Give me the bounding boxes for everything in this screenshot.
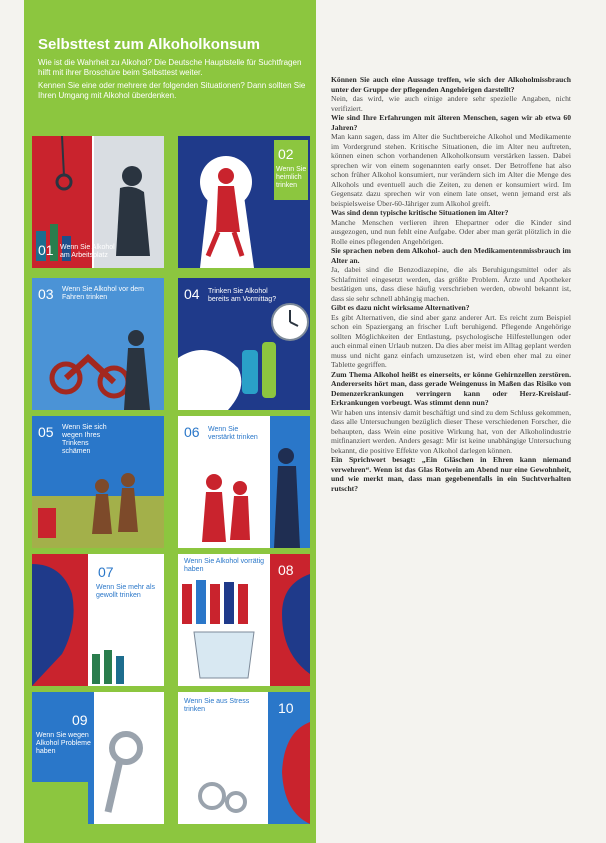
situation-tile: [32, 554, 164, 686]
situation-tile: [32, 136, 164, 268]
situation-tile: [178, 692, 310, 824]
tile-number: 07: [98, 564, 114, 580]
intro-paragraph: Kennen Sie eine oder mehrere der folgenden Situationen? Dann sollten Sie Ihren Umgang mit Alkohol überdenken.: [38, 81, 306, 100]
tile-label: Wenn Sie aus Stress trinken: [184, 698, 250, 713]
situation-tile: [32, 278, 164, 410]
question: Gibt es dazu nicht wirksame Alternativen?: [331, 303, 470, 312]
situation-tile: [178, 278, 310, 410]
answer: Man kann sagen, dass im Alter die Suchtbereiche Alkohol und Medikamente im Vordergrund stehen. Kritische Situationen, die im Alter neu auftreten, können einen schon vorhandenen Alkoholkonsum verstärken lassen. Dabei sprechen wir von einem sogenannten early onset. Der Betroffene hat also schon früher Alkohol konsumiert, nur verändern sich im Alter die Menge des Alkohols und eventuell auch die Zeiten, zu denen er konsumiert wird. Im Gegensatz dazu sprechen wir von einem late onset, wenn jemand erst als beispielsweise Über-60-Jähriger zum Alkohol greift.: [331, 132, 571, 208]
tile-number: 06: [184, 424, 200, 440]
tile-number: 09: [72, 712, 88, 728]
answer: Manche Menschen verlieren ihren Ehepartner oder die Kinder sind ausgezogen, und nun fehlt eine Aufgabe. Oder aber man gerät plötzlich in die Rolle eines pflegenden Angehörigen.: [331, 217, 571, 246]
intro-paragraph: Wie ist die Wahrheit zu Alkohol? Die Deutsche Hauptstelle für Suchtfragen hilft mit ihrer Broschüre beim Selbsttest weiter.: [38, 58, 302, 77]
tile-label: Wenn Sie verstärkt trinken: [208, 426, 258, 441]
answer: Wir haben uns intensiv damit beschäftigt und sind zu dem Schluss gekommen, dass alle Untersuchungen bezüglich dieser These verschiedenen Forscher, die behaupten, dass Wein eine positive Wirkung hat, von der Alkoholindustrie mitfinanziert werden. Anders gesagt: Mir ist keine unabhängige Untersuchung bekannt, die positive Effekte von Alkohol darlegen können.: [331, 407, 571, 455]
question: Ein Sprichwort besagt: „Ein Gläschen in Ehren kann niemand verwehren“. Wenn ist das Glas Rotwein am Abend nur eine Gewohnheit, und wie merkt man, dass man gegebenenfalls in ein Suchtverhalten rutscht?: [331, 455, 571, 493]
tile-label: Wenn Sie Alkohol vor dem Fahren trinken: [62, 286, 144, 301]
tile-label: Wenn Sie mehr als gewollt trinken: [96, 584, 156, 599]
tile-label: Wenn Sie sich wegen Ihres Trinkens schämen: [62, 424, 107, 455]
panel-intro: [38, 58, 308, 104]
answer: Ja, dabei sind die Benzodiazepine, die als Beruhigungsmittel oder als Schlafmittel eingesetzt werden, das größte Problem. Ärzte und Apotheker bestätigen uns, dass diese häufig verschrieben werden, obwohl bekannt ist, dass sie sehr schnell abhängig machen.: [331, 265, 571, 303]
tile-label: Wenn Sie heimlich trinken: [276, 166, 307, 189]
answer: Es gibt Alternativen, die sind aber ganz anderer Art. Es reicht zum Beispiel schon ein Spaziergang an frischer Luft beruhigend. Pflegende Angehörige sollten Möglichkeiten der Entlastung, psychologische Hilfestellungen oder auch einmal einen Urlaub nutzen. Da dies aber meist im Alltag geplant werden muss und nicht ganz einfach umzusetzen ist, wird eben eher mal zu einer Tablette gegriffen.: [331, 312, 571, 369]
answer: Nein, das wird, wie auch einige andere sehr spezielle Angaben, nicht verifiziert.: [331, 94, 571, 113]
tile-label: Wenn Sie Alkohol vorrätig haben: [184, 558, 265, 573]
question: Sie sprachen neben dem Alkohol- auch den Medikamentenmissbrauch im Alter an.: [331, 246, 571, 265]
tile-label: Trinken Sie Alkohol bereits am Vormittag?: [208, 288, 277, 303]
tile-label: Wenn Sie Alkohol am Arbeitsplatz: [60, 244, 115, 259]
tile-number: 04: [184, 286, 200, 302]
situation-tile: [32, 692, 164, 824]
tile-number: 03: [38, 286, 54, 302]
interview-column: [331, 75, 571, 493]
situation-tile: [178, 136, 310, 268]
tile-number: 02: [278, 146, 294, 162]
question: Was sind denn typische kritische Situationen im Alter?: [331, 208, 509, 217]
tile-number: 05: [38, 424, 54, 440]
tile-number: 08: [278, 562, 294, 578]
selftest-panel: [24, 0, 316, 843]
question: Zum Thema Alkohol heißt es einerseits, er könne Gehirnzellen zerstören. Andererseits hört man, dass gerade Weingenuss in Maßen das Risiko von Demenzerkrankungen verringern kann oder Herz-Kreislauf-Erkrankungen vorbeugt. Was stimmt denn nun?: [331, 369, 571, 407]
tile-label: Wenn Sie wegen Alkohol Probleme haben: [36, 732, 91, 755]
situation-tile: [178, 416, 310, 548]
situation-tile: [178, 554, 310, 686]
panel-title: Selbsttest zum Alkoholkonsum: [38, 36, 260, 53]
tile-number: 01: [38, 242, 54, 258]
question: Wie sind Ihre Erfahrungen mit älteren Menschen, sagen wir ab etwa 60 Jahren?: [331, 113, 571, 132]
question: Können Sie auch eine Aussage treffen, wie sich der Alkoholmissbrauch unter der Gruppe der pflegenden Angehörigen darstellt?: [331, 75, 571, 94]
situation-tile: [32, 416, 164, 548]
tile-number: 10: [278, 700, 294, 716]
